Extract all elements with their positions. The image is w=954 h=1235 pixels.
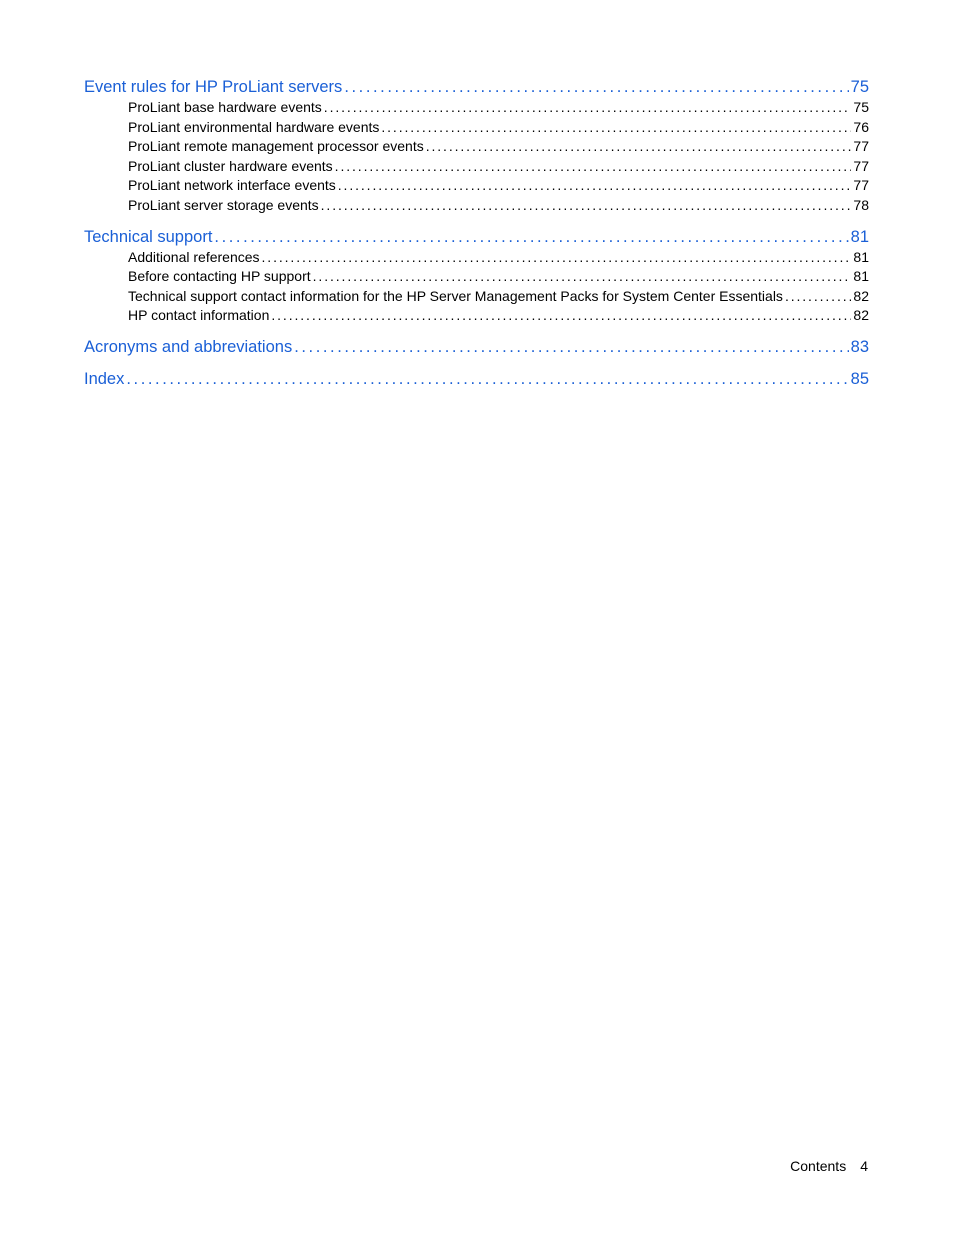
dot-leader: [262, 248, 852, 268]
toc-entry-index[interactable]: [84, 368, 869, 390]
toc-subentry-title: ProLiant remote management processor events: [128, 138, 424, 155]
dot-leader: [324, 98, 852, 118]
toc-subentry-page: 75: [853, 99, 869, 115]
toc-subentry[interactable]: [84, 118, 869, 138]
toc-section: [84, 336, 869, 358]
toc-subentry-page: 82: [853, 307, 869, 324]
toc-subentry-page: 81: [853, 248, 869, 265]
table-of-contents: [84, 76, 869, 400]
toc-entry-title: Acronyms and abbreviations: [84, 337, 293, 356]
toc-entry-technical-support[interactable]: [84, 226, 869, 248]
dot-leader: [313, 267, 852, 287]
toc-subentry-title: Technical support contact information for the HP Server Management Packs for System Center Essentials: [128, 287, 783, 304]
dot-leader: [785, 287, 851, 307]
page-footer: [790, 1158, 868, 1174]
toc-subentry[interactable]: [84, 157, 869, 177]
toc-subentry[interactable]: [84, 306, 869, 326]
toc-entry-page: 83: [850, 337, 869, 356]
dot-leader: [426, 137, 852, 157]
toc-subentry-title: ProLiant server storage events: [128, 196, 319, 213]
toc-subentry[interactable]: [84, 98, 869, 118]
toc-entry-title: Technical support: [84, 227, 213, 246]
toc-entry-page: 85: [850, 369, 869, 388]
toc-subentry-title: ProLiant environmental hardware events: [128, 118, 380, 135]
dot-leader: [344, 76, 848, 98]
toc-subentry-page: 77: [853, 177, 869, 194]
toc-section: [84, 368, 869, 390]
dot-leader: [335, 157, 852, 177]
toc-subentry-title: ProLiant base hardware events: [128, 99, 322, 115]
dot-leader: [381, 118, 851, 138]
footer-page-number: 4: [860, 1158, 868, 1174]
toc-entry-title: Index: [84, 369, 125, 388]
toc-subentry-page: 77: [853, 157, 869, 174]
toc-subentry[interactable]: [84, 196, 869, 216]
dot-leader: [294, 336, 848, 358]
toc-subentry[interactable]: [84, 287, 869, 307]
toc-entry-title: Event rules for HP ProLiant servers: [84, 78, 343, 96]
toc-subentry[interactable]: [84, 137, 869, 157]
toc-subentry-page: 81: [853, 268, 869, 285]
toc-subentry-page: 77: [853, 138, 869, 155]
toc-entry-page: 75: [850, 78, 869, 96]
toc-subentry-page: 78: [853, 196, 869, 213]
dot-leader: [338, 176, 852, 196]
footer-label: Contents: [790, 1158, 847, 1174]
toc-entry-page: 81: [850, 227, 869, 246]
dot-leader: [214, 226, 848, 248]
toc-subentry-page: 76: [853, 118, 869, 135]
toc-subentry-title: ProLiant cluster hardware events: [128, 157, 333, 174]
toc-subentry-title: ProLiant network interface events: [128, 177, 336, 194]
toc-subentry[interactable]: [84, 267, 869, 287]
toc-subentry-title: Before contacting HP support: [128, 268, 311, 285]
toc-section: [84, 76, 869, 216]
toc-subentry-title: HP contact information: [128, 307, 270, 324]
toc-subentry[interactable]: [84, 248, 869, 268]
toc-entry-acronyms[interactable]: [84, 336, 869, 358]
toc-section: [84, 226, 869, 326]
dot-leader: [126, 368, 848, 390]
toc-entry-event-rules[interactable]: [84, 76, 869, 98]
toc-subentry-title: Additional references: [128, 248, 260, 265]
dot-leader: [321, 196, 852, 216]
toc-subentry[interactable]: [84, 176, 869, 196]
toc-subentry-page: 82: [853, 287, 869, 304]
dot-leader: [271, 306, 851, 326]
